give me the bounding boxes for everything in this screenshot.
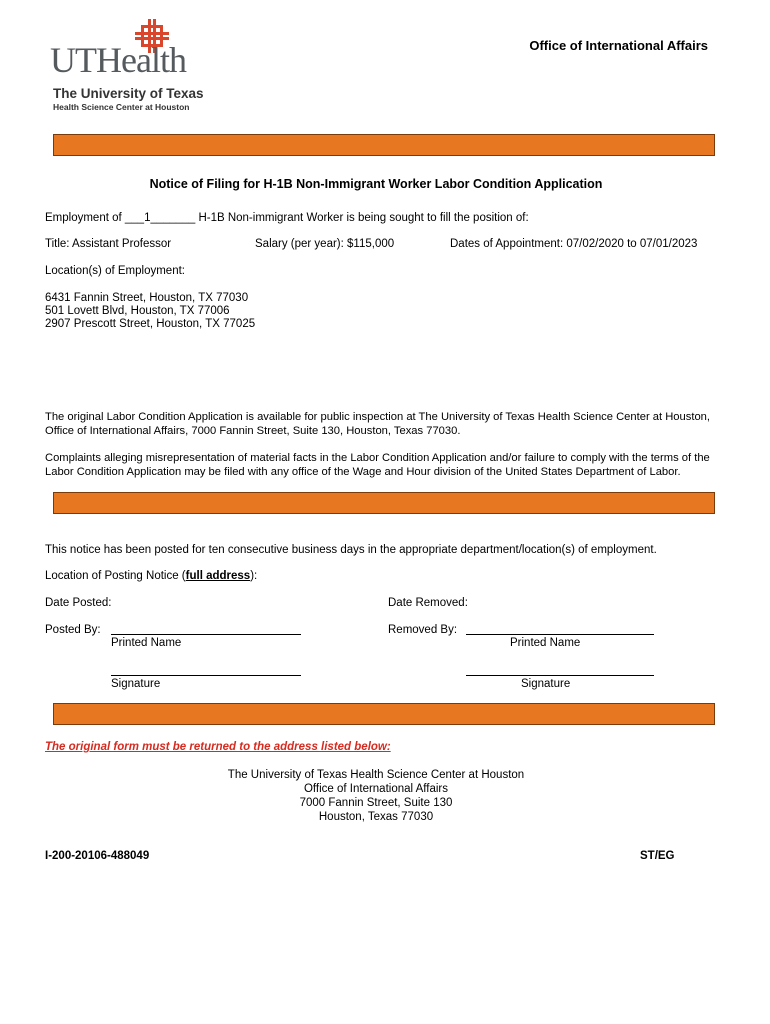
- accent-bar-bottom: [53, 703, 715, 725]
- accent-bar-middle: [53, 492, 715, 514]
- posting-notice: This notice has been posted for ten consecutive business days in the appropriate department/location(s) of employment.: [45, 544, 657, 556]
- return-address-line: The University of Texas Health Science Center at Houston: [227, 769, 525, 781]
- position-dates: Dates of Appointment: 07/02/2020 to 07/01/2023: [450, 238, 698, 250]
- posted-by-name-line: [111, 634, 301, 635]
- removed-by-printed-name: Printed Name: [510, 637, 581, 649]
- posted-by-printed-name: Printed Name: [111, 637, 182, 649]
- date-posted-label: Date Posted:: [45, 597, 112, 609]
- position-title: Title: Assistant Professor: [45, 238, 172, 250]
- posted-by-label: Posted By:: [45, 624, 101, 636]
- office-header: Office of International Affairs: [529, 38, 708, 53]
- posting-location-label: Location of Posting Notice (full address):: [45, 570, 258, 582]
- posted-by-signature-line: [111, 675, 301, 676]
- date-removed-label: Date Removed:: [388, 597, 468, 609]
- logo-wordmark: UTHealth: [50, 40, 186, 80]
- return-address-line: Office of International Affairs: [303, 783, 449, 795]
- logo-center-name: Health Science Center at Houston: [53, 102, 190, 112]
- return-address: [0, 768, 752, 824]
- public-inspection-paragraph: The original Labor Condition Application is available for public inspection at The University of Texas Health Science Center at Houston, Office of International Affairs, 7000 Fannin Street, Suite 130, Houston, Texas 77030.: [45, 411, 710, 437]
- complaints-paragraph: Complaints alleging misrepresentation of material facts in the Labor Condition Application and/or failure to comply with the terms of the Labor Condition Application may be filed with any office of the Wage and Hour division of the United States Department of Labor.: [45, 452, 710, 478]
- removed-by-name-line: [466, 634, 654, 635]
- return-note: The original form must be returned to the address listed below:: [45, 741, 391, 753]
- return-address-line: Houston, Texas 77030: [318, 811, 434, 823]
- employment-line: Employment of ___1_______ H-1B Non-immigrant Worker is being sought to fill the position of:: [45, 212, 529, 224]
- removed-by-signature-line: [466, 675, 654, 676]
- document-title: Notice of Filing for H-1B Non-Immigrant Worker Labor Condition Application: [149, 177, 603, 191]
- form-id: I-200-20106-488049: [45, 850, 150, 862]
- removed-by-label: Removed By:: [388, 624, 458, 636]
- removed-by-signature-label: Signature: [521, 678, 571, 690]
- posted-by-signature-label: Signature: [111, 678, 161, 690]
- logo-university-name: The University of Texas: [53, 86, 204, 101]
- accent-bar-top: [53, 134, 715, 156]
- position-salary: Salary (per year): $115,000: [255, 238, 395, 250]
- staff-initials: ST/EG: [640, 850, 675, 862]
- location-item: 6431 Fannin Street, Houston, TX 77030: [45, 292, 249, 304]
- location-item: 501 Lovett Blvd, Houston, TX 77006: [45, 305, 230, 317]
- return-address-line: 7000 Fannin Street, Suite 130: [299, 797, 453, 809]
- locations-label: Location(s) of Employment:: [45, 265, 185, 277]
- location-item: 2907 Prescott Street, Houston, TX 77025: [45, 318, 256, 330]
